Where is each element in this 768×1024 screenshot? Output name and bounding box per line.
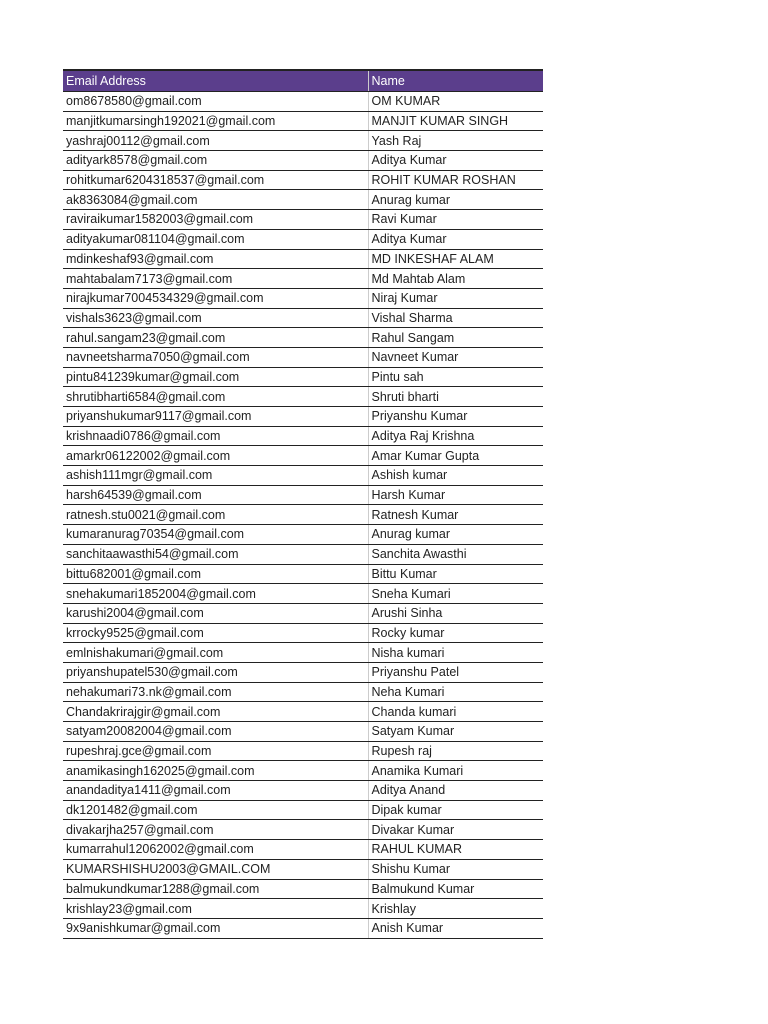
table-row [63,269,543,289]
email-cell: priyanshupatel530@gmail.com [63,662,368,682]
name-cell: Aditya Kumar [368,151,543,171]
email-cell: anandaditya1411@gmail.com [63,781,368,801]
table-row [63,92,543,112]
name-cell: Ravi Kumar [368,210,543,230]
name-cell: Krishlay [368,899,543,919]
name-cell: Rahul Sangam [368,328,543,348]
email-cell: bittu682001@gmail.com [63,564,368,584]
name-cell: Harsh Kumar [368,485,543,505]
email-cell: amarkr06122002@gmail.com [63,446,368,466]
email-cell: kumaranurag70354@gmail.com [63,525,368,545]
name-cell: Satyam Kumar [368,722,543,742]
name-cell: RAHUL KUMAR [368,840,543,860]
email-cell: manjitkumarsingh192021@gmail.com [63,111,368,131]
email-cell: priyanshukumar9117@gmail.com [63,407,368,427]
name-cell: Neha Kumari [368,682,543,702]
email-cell: adityark8578@gmail.com [63,151,368,171]
email-cell: harsh64539@gmail.com [63,485,368,505]
email-cell: yashraj00112@gmail.com [63,131,368,151]
name-cell: Vishal Sharma [368,308,543,328]
email-cell: divakarjha257@gmail.com [63,820,368,840]
table-row [63,210,543,230]
table-row [63,525,543,545]
table-row [63,426,543,446]
name-cell: Rocky kumar [368,623,543,643]
table-row [63,367,543,387]
column-header-name: Name [368,70,543,92]
email-cell: satyam20082004@gmail.com [63,722,368,742]
name-cell: MANJIT KUMAR SINGH [368,111,543,131]
table-row [63,111,543,131]
table-row [63,407,543,427]
name-cell: Ratnesh Kumar [368,505,543,525]
email-name-table [63,69,543,939]
table-row [63,840,543,860]
name-cell: OM KUMAR [368,92,543,112]
table-row [63,131,543,151]
table-row [63,761,543,781]
email-cell: krrocky9525@gmail.com [63,623,368,643]
table-row [63,918,543,938]
name-cell: Divakar Kumar [368,820,543,840]
name-cell: Niraj Kumar [368,288,543,308]
table-row [63,328,543,348]
name-cell: Aditya Anand [368,781,543,801]
name-cell: Rupesh raj [368,741,543,761]
table-row [63,170,543,190]
name-cell: Sanchita Awasthi [368,544,543,564]
table-body [63,92,543,939]
email-cell: nehakumari73.nk@gmail.com [63,682,368,702]
email-cell: sanchitaawasthi54@gmail.com [63,544,368,564]
name-cell: Dipak kumar [368,800,543,820]
email-cell: krishnaadi0786@gmail.com [63,426,368,446]
email-cell: nirajkumar7004534329@gmail.com [63,288,368,308]
table-row [63,584,543,604]
table-row [63,387,543,407]
table-row [63,623,543,643]
email-cell: rupeshraj.gce@gmail.com [63,741,368,761]
email-cell: rohitkumar6204318537@gmail.com [63,170,368,190]
name-cell: Yash Raj [368,131,543,151]
table-row [63,505,543,525]
name-cell: Navneet Kumar [368,347,543,367]
email-cell: karushi2004@gmail.com [63,603,368,623]
email-cell: 9x9anishkumar@gmail.com [63,918,368,938]
table-row [63,190,543,210]
table-row [63,151,543,171]
table-row [63,899,543,919]
email-cell: mdinkeshaf93@gmail.com [63,249,368,269]
name-cell: Shishu Kumar [368,859,543,879]
email-cell: om8678580@gmail.com [63,92,368,112]
table-row [63,859,543,879]
column-header-email: Email Address [63,70,368,92]
table-row [63,879,543,899]
name-cell: Arushi Sinha [368,603,543,623]
table-row [63,643,543,663]
email-cell: anamikasingh162025@gmail.com [63,761,368,781]
name-cell: Shruti bharti [368,387,543,407]
email-cell: navneetsharma7050@gmail.com [63,347,368,367]
table-row [63,308,543,328]
table-row [63,781,543,801]
email-cell: raviraikumar1582003@gmail.com [63,210,368,230]
table-row [63,603,543,623]
name-cell: Anurag kumar [368,525,543,545]
table-row [63,466,543,486]
email-cell: KUMARSHISHU2003@GMAIL.COM [63,859,368,879]
name-cell: Bittu Kumar [368,564,543,584]
table-row [63,288,543,308]
email-cell: balmukundkumar1288@gmail.com [63,879,368,899]
name-cell: Pintu sah [368,367,543,387]
email-cell: adityakumar081104@gmail.com [63,229,368,249]
email-cell: ak8363084@gmail.com [63,190,368,210]
email-cell: emlnishakumari@gmail.com [63,643,368,663]
email-cell: shrutibharti6584@gmail.com [63,387,368,407]
name-cell: Chanda kumari [368,702,543,722]
table-row [63,564,543,584]
name-cell: Anamika Kumari [368,761,543,781]
table-row [63,722,543,742]
table-row [63,544,543,564]
table-row [63,682,543,702]
email-cell: vishals3623@gmail.com [63,308,368,328]
email-cell: Chandakrirajgir@gmail.com [63,702,368,722]
name-cell: Ashish kumar [368,466,543,486]
table-row [63,662,543,682]
name-cell: Aditya Raj Krishna [368,426,543,446]
name-cell: ROHIT KUMAR ROSHAN [368,170,543,190]
table-row [63,249,543,269]
email-cell: kumarrahul12062002@gmail.com [63,840,368,860]
table-row [63,741,543,761]
name-cell: Sneha Kumari [368,584,543,604]
name-cell: Priyanshu Kumar [368,407,543,427]
name-cell: Anish Kumar [368,918,543,938]
name-cell: Amar Kumar Gupta [368,446,543,466]
name-cell: Md Mahtab Alam [368,269,543,289]
name-cell: Anurag kumar [368,190,543,210]
name-cell: Priyanshu Patel [368,662,543,682]
table-row [63,800,543,820]
table-row [63,702,543,722]
header-row [63,70,543,92]
email-cell: pintu841239kumar@gmail.com [63,367,368,387]
email-cell: ratnesh.stu0021@gmail.com [63,505,368,525]
email-cell: snehakumari1852004@gmail.com [63,584,368,604]
table-row [63,446,543,466]
table-row [63,820,543,840]
email-cell: rahul.sangam23@gmail.com [63,328,368,348]
table-row [63,229,543,249]
name-cell: Aditya Kumar [368,229,543,249]
name-cell: MD INKESHAF ALAM [368,249,543,269]
email-cell: mahtabalam7173@gmail.com [63,269,368,289]
email-cell: ashish111mgr@gmail.com [63,466,368,486]
table-row [63,485,543,505]
table-row [63,347,543,367]
email-cell: krishlay23@gmail.com [63,899,368,919]
email-cell: dk1201482@gmail.com [63,800,368,820]
name-cell: Nisha kumari [368,643,543,663]
name-cell: Balmukund Kumar [368,879,543,899]
